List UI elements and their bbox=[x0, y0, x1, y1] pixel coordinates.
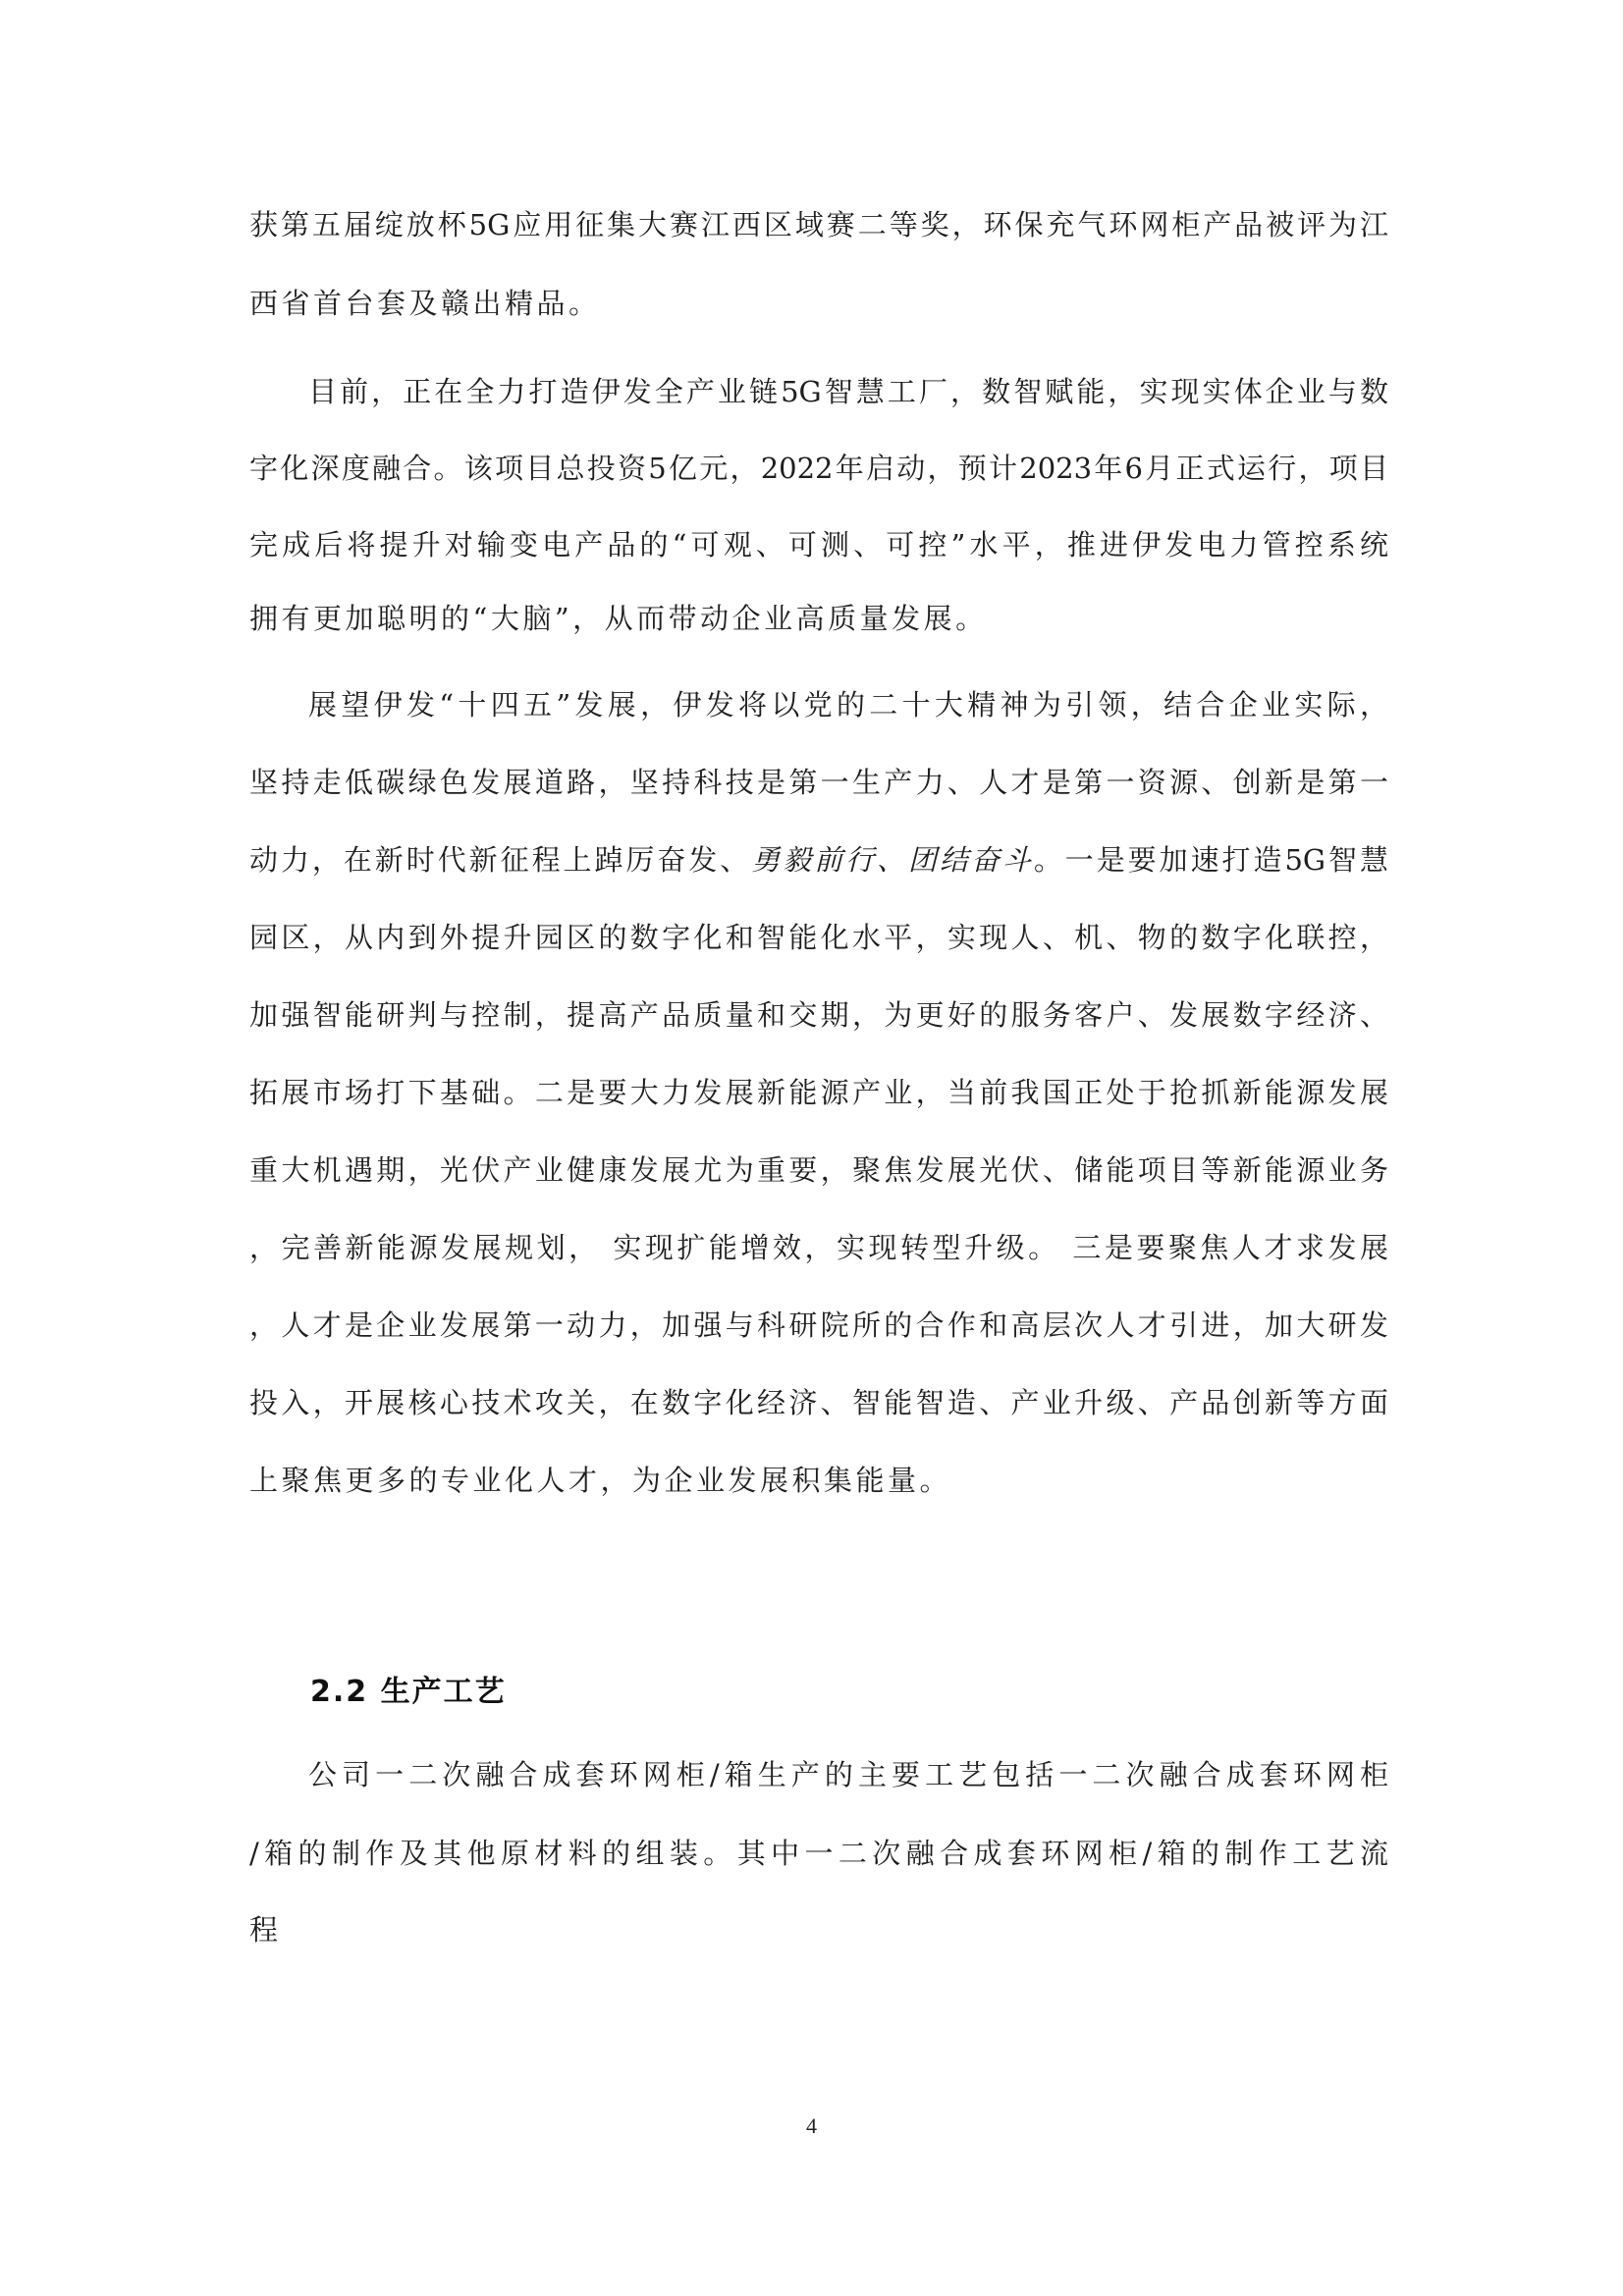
paragraph-line: ，人才是企业发展第一动力，加强与科研院所的合作和高层次人才引进，加大研发 bbox=[249, 1308, 1388, 1342]
paragraph-line: 园区，从内到外提升园区的数字化和智能化水平，实现人、机、物的数字化联控， bbox=[249, 921, 1388, 954]
paragraph-line: 完成后将提升对输变电产品的“可观、可测、可控”水平，推进伊发电力管控系统 bbox=[249, 528, 1388, 561]
paragraph-line-emphasis bbox=[249, 840, 1388, 880]
paragraph-line: 加强智能研判与控制，提高产品质量和交期，为更好的服务客户、发展数字经济、 bbox=[249, 998, 1388, 1032]
paragraph-line: 获第五届绽放杯5G应用征集大赛江西区域赛二等奖，环保充气环网柜产品被评为江 bbox=[249, 208, 1388, 241]
emphasized-text: 勇毅前行、团结奋斗 bbox=[751, 843, 1034, 877]
paragraph-line: ，完善新能源发展规划， 实现扩能增效，实现转型升级。 三是要聚焦人才求发展 bbox=[249, 1231, 1388, 1264]
paragraph-line: 投入，开展核心技术攻关，在数字化经济、智能智造、产业升级、产品创新等方面 bbox=[249, 1386, 1388, 1419]
text-run: 。一是要加速打造5G智慧 bbox=[1033, 843, 1388, 877]
paragraph-line: 西省首台套及赣出精品。 bbox=[249, 287, 601, 320]
paragraph-line: 重大机遇期，光伏产业健康发展尤为重要，聚焦发展光伏、储能项目等新能源业务 bbox=[249, 1153, 1388, 1187]
paragraph-line: 拥有更加聪明的“大脑”，从而带动企业高质量发展。 bbox=[249, 602, 988, 635]
paragraph-line: 程 bbox=[249, 1913, 282, 1947]
paragraph-line: 拓展市场打下基础。二是要大力发展新能源产业，当前我国正处于抢抓新能源发展 bbox=[249, 1076, 1388, 1109]
page-number: 4 bbox=[806, 2113, 817, 2138]
text-run: 动力，在新时代新征程上踔厉奋发、 bbox=[249, 843, 752, 877]
paragraph-line: /箱的制作及其他原材料的组装。其中一二次融合成套环网柜/箱的制作工艺流 bbox=[249, 1837, 1388, 1870]
paragraph-line: 字化深度融合。该项目总投资5亿元，2022年启动，预计2023年6月正式运行，项目 bbox=[249, 452, 1388, 485]
paragraph-line: 上聚焦更多的专业化人才，为企业发展积集能量。 bbox=[249, 1464, 952, 1497]
paragraph-line: 展望伊发“十四五”发展，伊发将以党的二十大精神为引领，结合企业实际， bbox=[308, 688, 1388, 721]
paragraph-line: 公司一二次融合成套环网柜/箱生产的主要工艺包括一二次融合成套环网柜 bbox=[308, 1758, 1388, 1791]
section-heading: 2.2 生产工艺 bbox=[310, 1675, 507, 1709]
paragraph-line: 目前，正在全力打造伊发全产业链5G智慧工厂，数智赋能，实现实体企业与数 bbox=[308, 375, 1388, 408]
paragraph-line: 坚持走低碳绿色发展道路，坚持科技是第一生产力、人才是第一资源、创新是第一 bbox=[249, 766, 1388, 799]
